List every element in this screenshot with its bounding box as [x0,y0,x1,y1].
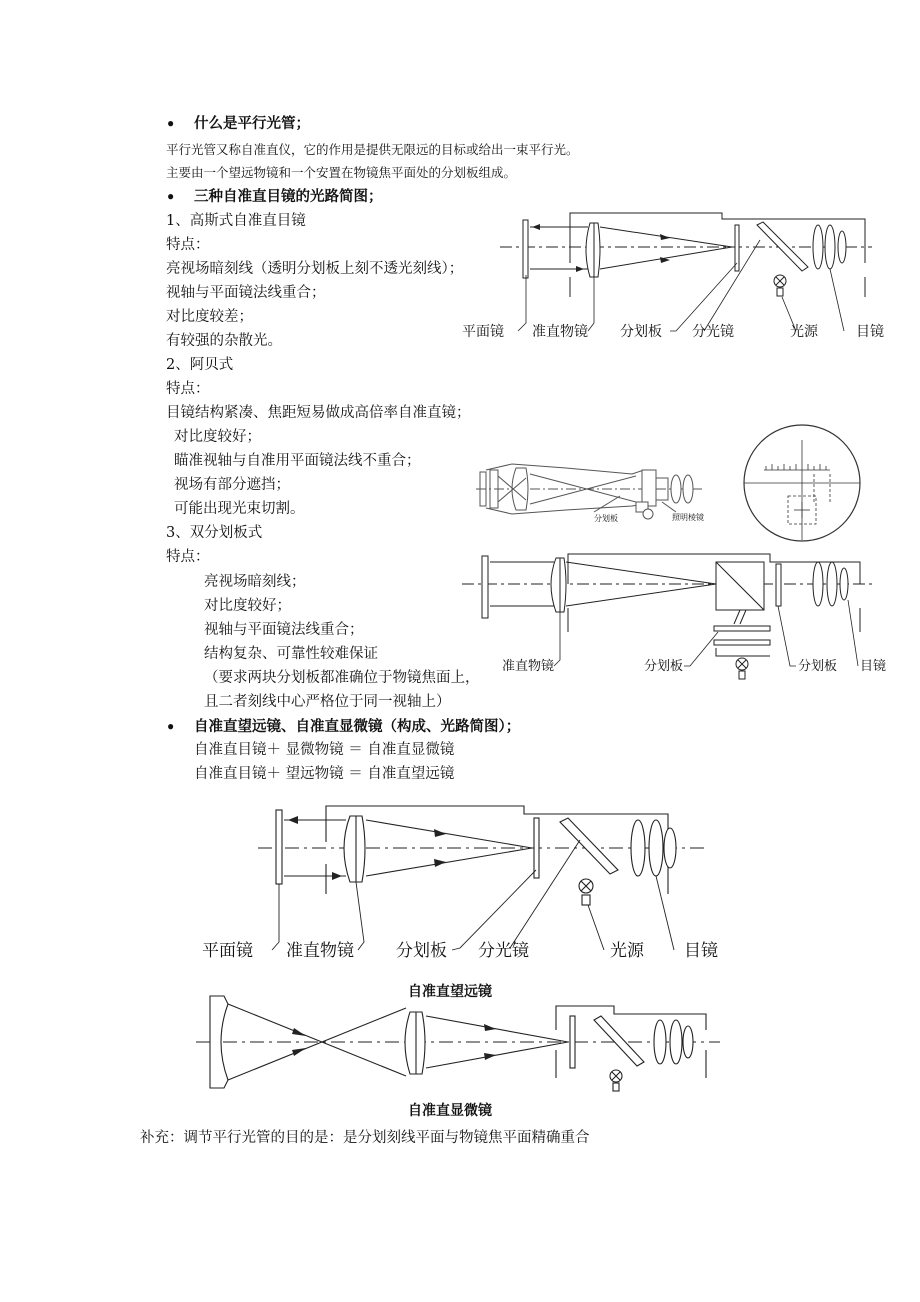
dual-point: 对比度较好； [204,598,291,614]
section1-line1: 平行光管又称自准直仪，它的作用是提供无限远的目标或给出一束平行光。 [166,142,579,157]
section3-title: 自准直望远镜、自准直显微镜（构成、光路简图）； [194,718,521,735]
dual-feature: 特点： [166,549,210,565]
abbe-label: 照明棱镜 [672,513,704,522]
dual-reticle-diagram [460,548,900,688]
dual-label: 目镜 [860,659,887,674]
dual-heading: 3、双分划板式 [166,525,263,541]
gauss-feature: 特点： [166,237,210,253]
microscope-caption: 自准直显微镜 [408,1103,492,1119]
dual-point: 且二者刻线中心严格位于同一视轴上） [204,694,451,710]
abbe-label: 分划板 [594,514,618,523]
abbe-point: 瞄准视轴与自准用平面镜法线不重合； [174,453,421,469]
gauss-point: 有较强的杂散光。 [166,333,282,349]
telescope-label: 准直物镜 [286,941,354,961]
section2-title: 三种自准直目镜的光路简图； [194,188,383,205]
telescope-label: 分划板 [396,941,447,961]
dual-label: 分划板 [644,659,684,674]
bullet: • [166,116,176,133]
abbe-point: 视场有部分遮挡； [174,477,290,493]
abbe-heading: 2、阿贝式 [166,357,234,373]
abbe-point: 对比度较好； [174,429,261,445]
microscope-diagram [196,990,736,1100]
gauss-label: 光源 [790,324,818,340]
gauss-point: 亮视场暗刻线（透明分划板上刻不透光刻线）； [166,261,464,277]
gauss-label: 分划板 [620,324,662,340]
telescope-label: 目镜 [684,941,718,961]
telescope-diagram [196,800,736,970]
telescope-label: 平面镜 [202,941,253,961]
gauss-label: 目镜 [856,324,884,340]
abbe-feature: 特点： [166,381,210,397]
gauss-label: 分光镜 [692,324,734,340]
gauss-eyepiece-diagram [460,205,900,345]
section1-line2: 主要由一个望远物镜和一个安置在物镜焦平面处的分划板组成。 [166,165,517,180]
section3-line2: 自准直目镜＋ 望远物镜 ＝ 自准直望远镜 [194,766,455,782]
abbe-eyepiece-diagram [476,440,916,550]
section3-line1: 自准直目镜＋ 显微物镜 ＝ 自准直显微镜 [194,742,455,758]
telescope-label: 分光镜 [478,941,529,961]
gauss-label: 准直物镜 [532,324,588,340]
telescope-label: 光源 [610,941,644,961]
bullet: • [166,189,176,206]
dual-point: 结构复杂、可靠性较难保证 [204,646,378,662]
section1-title: 什么是平行光管； [194,115,310,132]
supplement-note: 补充：调节平行光管的目的是：是分划刻线平面与物镜焦平面精确重合 [140,1130,590,1146]
dual-point: （要求两块分划板都准确位于物镜焦面上， [204,670,480,686]
abbe-point: 可能出现光束切割。 [174,501,305,517]
telescope-caption: 自准直望远镜 [408,984,492,1000]
gauss-point: 视轴与平面镜法线重合； [166,285,326,301]
dual-label: 准直物镜 [502,659,555,674]
gauss-point: 对比度较差； [166,309,253,325]
gauss-heading: 1、高斯式自准直目镜 [166,213,306,229]
dual-point: 亮视场暗刻线； [204,574,306,590]
bullet: • [166,719,176,736]
gauss-label: 平面镜 [462,324,504,340]
dual-point: 视轴与平面镜法线重合； [204,622,364,638]
abbe-point: 目镜结构紧凑、焦距短易做成高倍率自准直镜； [166,405,471,421]
dual-label: 分划板 [798,659,838,674]
